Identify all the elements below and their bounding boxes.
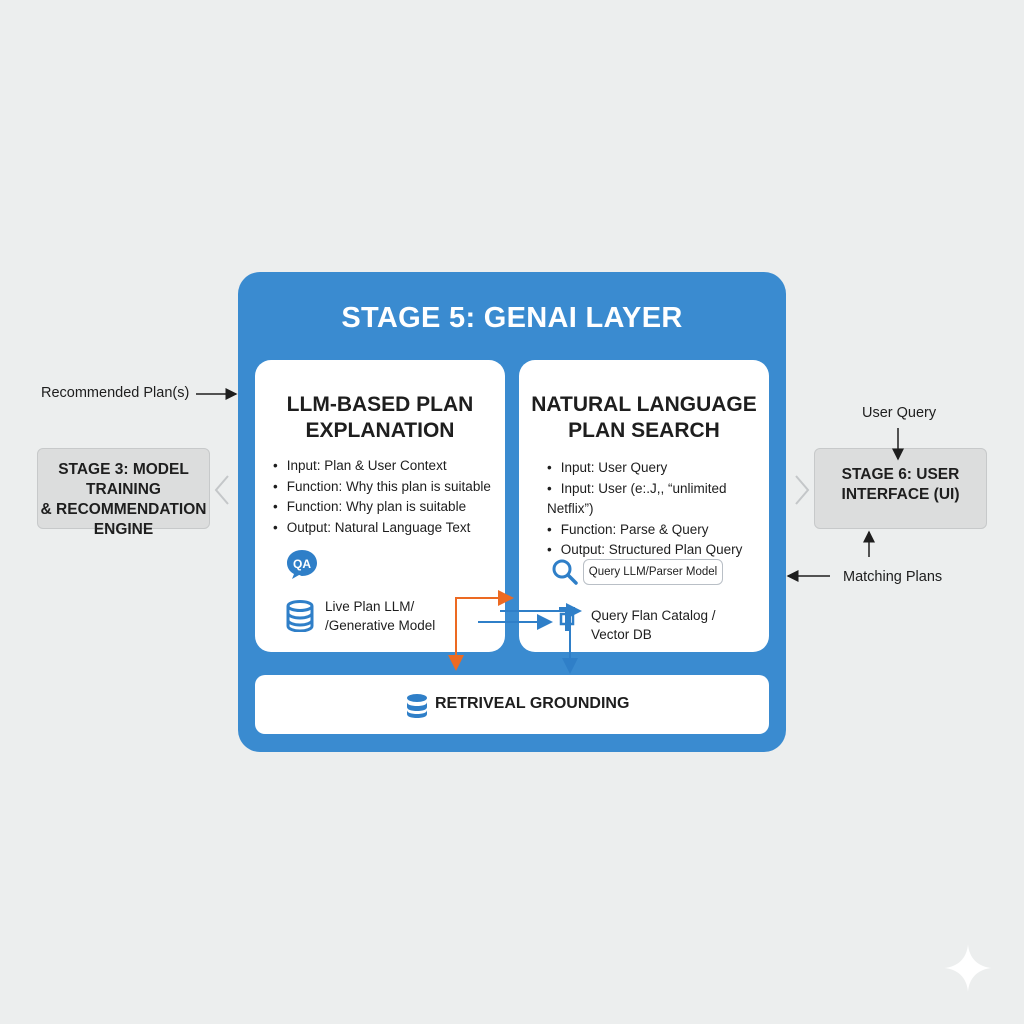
stage3-line2: & RECOMMENDATION xyxy=(40,501,207,518)
right-chevron-icon xyxy=(796,476,808,504)
bullet-item: • Input: Plan & User Context xyxy=(273,456,491,477)
plan-catalog-label xyxy=(591,606,716,644)
nl-card-title-line1: NATURAL LANGUAGE xyxy=(531,393,757,416)
retrieval-grounding-label: RETRIVEAL GROUNDING xyxy=(435,695,630,712)
model-line2: /Generative Model xyxy=(325,618,436,633)
bullet-item: • Function: Why this plan is suitable xyxy=(273,477,491,498)
catalog-line2: Vector DB xyxy=(591,627,652,642)
stage6-box xyxy=(814,448,987,529)
bullet-item: • Output: Structured Plan Query xyxy=(547,540,769,561)
qa-icon-text: QA xyxy=(293,557,311,571)
bullet-item: • Function: Why plan is suitable xyxy=(273,497,491,518)
user-query-label: User Query xyxy=(862,405,937,421)
llm-card-bullets xyxy=(273,456,491,538)
bullet-item: • Output: Natural Language Text xyxy=(273,518,491,539)
llm-card-title xyxy=(255,392,505,444)
bullet-item: • Input: User Query xyxy=(547,458,769,479)
stage5-title: STAGE 5: GENAI LAYER xyxy=(341,302,683,334)
generative-model-label xyxy=(325,597,435,635)
left-chevron-icon xyxy=(216,476,228,504)
nl-card-title-line2: PLAN SEARCH xyxy=(568,419,720,442)
llm-plan-explanation-card xyxy=(255,360,505,652)
llm-card-title-line1: LLM-BASED PLAN xyxy=(286,393,474,416)
database-icon xyxy=(405,693,429,719)
stage3-box xyxy=(37,448,210,538)
retrieval-grounding-bar xyxy=(255,675,769,734)
bullet-item: • Function: Parse & Query xyxy=(547,520,769,541)
qa-bubble-icon xyxy=(285,548,319,580)
catalog-line1: Query Flan Catalog / xyxy=(591,608,716,623)
stage6-line1: STAGE 6: USER xyxy=(841,466,960,483)
recommended-plans-label: Recommended Plan(s) xyxy=(41,385,190,401)
nl-plan-search-card xyxy=(519,360,769,652)
sparkle-icon xyxy=(942,942,994,994)
query-parser-model-pill: Query LLM/Parser Model xyxy=(583,559,723,585)
nl-card-title xyxy=(519,392,769,444)
filter-icon xyxy=(556,605,578,633)
stage5-container xyxy=(238,272,786,752)
llm-card-title-line2: EXPLANATION xyxy=(305,419,455,442)
search-icon xyxy=(551,558,579,586)
stage3-line3: ENGINE xyxy=(93,521,154,538)
matching-plans-label: Matching Plans xyxy=(843,569,943,585)
nl-card-bullets xyxy=(547,458,769,561)
model-line1: Live Plan LLM/ xyxy=(325,599,415,614)
database-icon xyxy=(285,600,315,632)
bullet-item: • Input: User (e:.J,, “unlimited Netflix”) xyxy=(547,479,769,520)
stage6-line2: INTERFACE (UI) xyxy=(841,486,960,503)
stage3-line1: STAGE 3: MODEL TRAINING xyxy=(58,461,189,498)
